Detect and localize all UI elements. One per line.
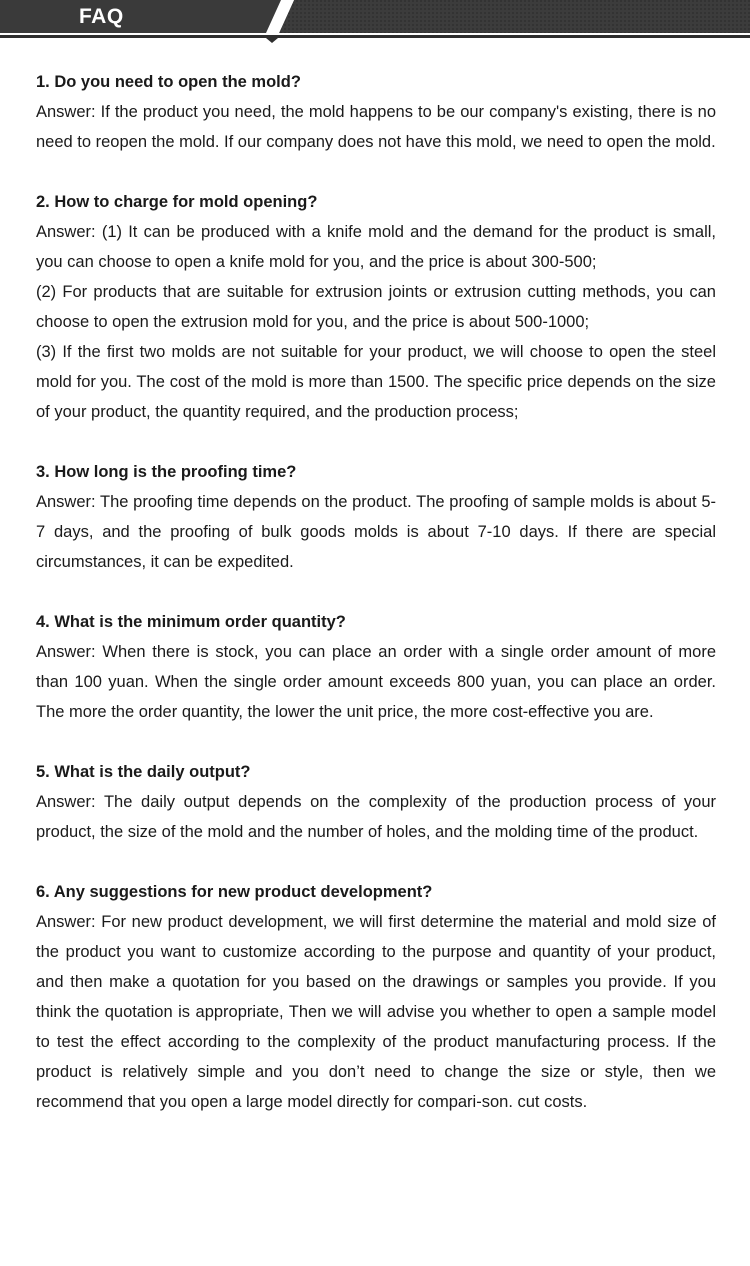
faq-question: 4. What is the minimum order quantity? [36,613,346,631]
page-title: FAQ [79,5,124,28]
faq-answer: Answer: If the product you need, the mold happens to be our company's existing, there is no need to reopen the mold. If our company does not have this mold, we need to open the mold. [36,103,716,151]
faq-list [36,67,716,1147]
faq-answer: (3) If the first two molds are not suitable for your product, we will choose to open the steel mold for you. The cost of the mold is more than 1500. The specific price depends on the size of your product, the quantity required, and the production process; [36,343,716,421]
faq-answer: Answer: When there is stock, you can place an order with a single order amount of more than 100 yuan. When the single order amount exceeds 800 yuan, you can place an order. The more the order quantity, the lower the unit price, the more cost-effective you are. [36,643,716,721]
faq-item [36,757,716,847]
faq-answer: Answer: For new product development, we will first determine the material and mold size of the product you want to customize according to the purpose and quantity of your product, and then make a quotation for you based on the drawings or samples you provide. If you think the quotation is appropriate, Then we will advise you whether to open a sample model to test the effect according to the complexity of the product manufacturing process. If the product is relatively simple and you don’t need to change the size or style, then we recommend that you open a large model directly for compari-son. cut costs. [36,913,716,1111]
faq-question: 1. Do you need to open the mold? [36,73,301,91]
faq-item [36,187,716,427]
faq-question: 3. How long is the proofing time? [36,463,297,481]
faq-answer: Answer: (1) It can be produced with a knife mold and the demand for the product is small, you can choose to open a knife mold for you, and the price is about 300-500; [36,223,716,271]
faq-question: 5. What is the daily output? [36,763,251,781]
faq-item [36,457,716,577]
faq-answer: (2) For products that are suitable for extrusion joints or extrusion cutting methods, you can choose to open the extrusion mold for you, and the price is about 500-1000; [36,283,716,331]
faq-item [36,67,716,157]
faq-item [36,607,716,727]
faq-answer: Answer: The proofing time depends on the product. The proofing of sample molds is about 5-7 days, and the proofing of bulk goods molds is about 7-10 days. If there are special circumstances, it can be expedited. [36,493,716,571]
faq-question: 6. Any suggestions for new product development? [36,883,433,901]
faq-question: 2. How to charge for mold opening? [36,193,318,211]
faq-item [36,877,716,1117]
faq-answer: Answer: The daily output depends on the complexity of the production process of your product, the size of the mold and the number of holes, and the molding time of the product. [36,793,716,841]
faq-header-banner [0,0,750,44]
